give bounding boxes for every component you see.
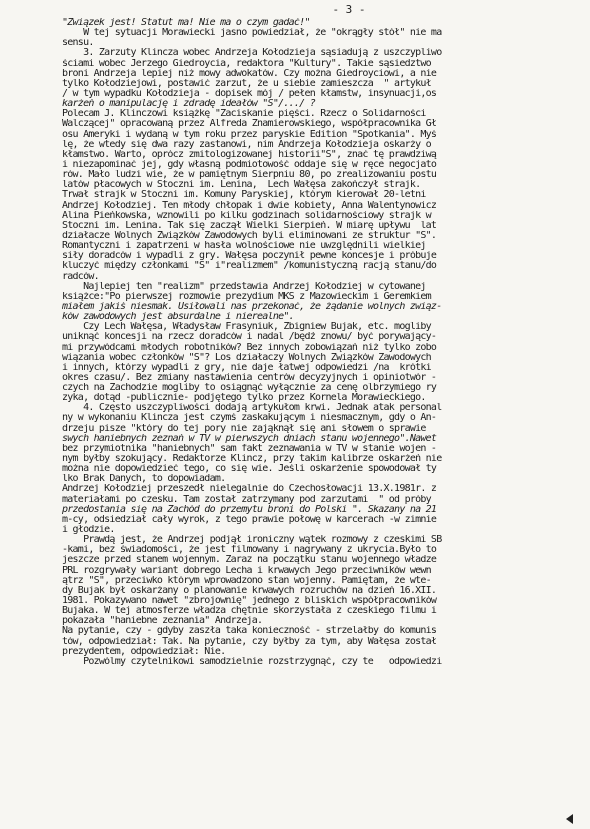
text-line: Andrzej Kołodziej przeszedł nielegalnie do Czechosłowacji 13.X.1981r. z xyxy=(62,484,437,495)
text-line: W tej sytuacji Morawiecki jasno powiedział, że "okrągły stół" nie ma xyxy=(62,28,442,39)
text-line: broni Andrzeja lepiej niż mowy adwokatów. Czy można Giedroyciowi, a nie xyxy=(62,68,437,79)
text-line: zyka, dotąd -publicznie- podjętego tylko przez Kornela Morawieckiego. xyxy=(62,393,426,404)
page-edge-arrow-icon xyxy=(566,814,573,824)
text-line: tów, odpowiedział: Tak. Na pytanie, czy byłby za tym, aby Wałęsa został xyxy=(62,636,437,647)
text-line: Prawdą jest, że Andrzej podjął ironiczny wątek rozmowy z czeskimi SB xyxy=(62,535,442,546)
text-line: siły doradców i wypadli z gry. Wałęsa poczynił pewne koncesje i próbuje xyxy=(62,251,437,262)
text-line: ków zawodowych jest absurdalne i nierealne". xyxy=(62,312,294,323)
text-line: książce:"Po pierwszej rozmowie prezydium MKS z Mazowieckim i Geremkiem xyxy=(62,291,431,302)
text-line: drzeju pisze "który do tej pory nie zająknął się ani słowem o sprawie xyxy=(62,423,426,434)
text-line: jeszcze przed stanem wojennym. Zaraz na początku stanu wojennego władze xyxy=(62,555,437,566)
text-line: 3. Zarzuty Klincza wobec Andrzeja Kołodzieja sąsiadują z uszczypliwo xyxy=(62,48,442,59)
document-body xyxy=(62,18,576,667)
text-line: i innych, którzy wypadli z gry, nie daje łatwej odpowiedzi /na krótki xyxy=(62,362,431,373)
text-line: bez przymiotnika "haniebnych" sam fakt zeznawania w TV w stanie wojen - xyxy=(62,443,437,454)
text-line: nym byłby szokujący. Redaktorze Klincz, przy takim kalibrze oskarżeń nie xyxy=(62,454,442,465)
text-line: przedostania się na Zachód do przemytu broni do Polski ". Skazany na 21 xyxy=(62,504,437,515)
text-line: dy Bujak był oskarżany o planowanie krwawych rozruchów na dzień 16.XII. xyxy=(62,585,437,596)
text-line: Pozwólmy czytelnikowi samodzielnie rozstrzygnąć, czy te odpowiedzi xyxy=(62,656,442,667)
text-line: Najlepiej ten "realizm" przedstawia Andrzej Kołodziej w cytowanej xyxy=(62,281,426,292)
text-line: latów płacowych w Stoczni im. Lenina, Lech Wałęsa zakończył strajk. xyxy=(62,180,421,191)
text-line: lę, że wtedy się dwa razy zastanowi, nim Andrzeja Kołodzieja oskarży o xyxy=(62,139,431,150)
text-line: Alina Pieńkowska, wznowili po kilku godzinach solidarnościowy strajk w xyxy=(62,210,431,221)
text-line: i głodzie. xyxy=(62,525,115,536)
text-line: ny w wykonaniu Klincza jest czymś zaskakującym i niesmacznym, gdy o An- xyxy=(62,413,437,424)
text-line: kłamstwo. Warto, oprócz zmitologizowanej historii"S", znać tę prawdziwą xyxy=(62,149,437,160)
text-line: kluczyć między członkami "S" i"realizmem" /komunistyczną racją stanu/do xyxy=(62,261,437,272)
text-line: Stoczni im. Lenina. Tak się zaczął Wielki Sierpień. W miarę upływu lat xyxy=(62,220,437,231)
text-line: -kami, bez świadomości, że jest filmowany i nagrywany z ukrycia.Było to xyxy=(62,545,437,556)
text-line: Czy Lech Wałęsa, Władysław Frasyniuk, Zbigniew Bujak, etc. mogliby xyxy=(62,322,431,333)
text-line: tylko Kołodziejowi, postawić zarzut, że u siebie zamieszcza " artykuł xyxy=(62,78,431,89)
page-number: - 3 - xyxy=(332,3,366,16)
text-line: prezydentem, odpowiedział: Nie. xyxy=(62,646,226,657)
document-page xyxy=(62,2,576,667)
text-line: działacze Wolnych Związków Zawodowych byli eliminowani ze struktur "S". xyxy=(62,230,437,241)
text-line: mi przywódcami młodych robotników? Bez innych zobowiązań niż tylko zobo xyxy=(62,342,437,353)
text-line: radców. xyxy=(62,271,99,282)
text-line: Polecam J. Klinczowi książkę "Zaciskanie pięści. Rzecz o Solidarności xyxy=(62,109,426,120)
text-line: 1981. Pokazywano nawet "zbrojownię" jednego z bliskich współpracowników xyxy=(62,596,437,607)
text-line: można nie dopowiedzieć tego, co się wie. Jeśli oskarżenie spowodował ty xyxy=(62,464,437,475)
text-line: lko Brak Danych, to dopowiadam. xyxy=(62,474,226,485)
text-line: okres czasu/. Bez zmiany nastawienia centrów decyzyjnych i opiniotwór - xyxy=(62,372,437,383)
text-line: / w tym wypadku Kołodzieja - dopisek mój / pełen kłamstw, insynuacji,os xyxy=(62,88,437,99)
text-line: swych haniebnych zeznań w TV w pierwszych dniach stanu wojennego".Nawet xyxy=(62,433,437,444)
text-line: Romantyczni i zapatrzeni w hasła wolnościowe nie uwzględnili wielkiej xyxy=(62,241,426,252)
text-line: ątrz "S", przeciwko którym wprowadzono stan wojenny. Pamiętam, że wte- xyxy=(62,575,431,586)
text-line: pokazała "haniebne zeznania" Andrzeja. xyxy=(62,616,263,627)
text-line: m-cy, odsiedział cały wyrok, z tego prawie połowę w karcerach -w zimnie xyxy=(62,514,437,525)
text-line: czych na Zachodzie mogliby to osiągnąć wyłącznie za cenę olbrzymiego ry xyxy=(62,383,437,394)
text-line: uniknąć koncesji na rzecz doradców i nadal /będź znowu/ być porywający- xyxy=(62,332,437,343)
text-line: 4. Często uszczypliwości dodają artykułom krwi. Jednak atak personal xyxy=(62,403,442,414)
text-line: "Związek jest! Statut ma! Nie ma o czym gadać!" xyxy=(62,18,310,28)
text-line: i niezapominać jej, gdy własną podmiotowość oddaje się w ręce negocjato xyxy=(62,159,437,170)
text-line: osu Ameryki i wydaną w tym roku przez paryskie Edition "Spotkania". Myś xyxy=(62,129,437,140)
text-line: sensu. xyxy=(62,38,94,49)
text-line: PRL rozgrywały wariant dobrego Lecha i krwawych Jego przeciwników wewn xyxy=(62,565,431,576)
text-line: materiałami po czesku. Tam został zatrzymany pod zarzutami " od próby xyxy=(62,494,431,505)
text-line: ściami wobec Jerzego Giedroycia, redaktora "Kultury". Takie sąsiedztwo xyxy=(62,58,431,69)
text-line: wiązania wobec członków "S"? Los działaczy Wolnych Związków Zawodowych xyxy=(62,352,431,363)
text-line: karżeń o manipulację i zdradę ideałów "S"/.../ ? xyxy=(62,99,315,110)
text-line: rów. Mało ludzi wie, że w pamiętnym Sierpniu 80, po zrealizowaniu postu xyxy=(62,170,437,181)
text-line: miałem jakiś niesmak. Usiłowali nas przekonać, że żądanie wolnych związ- xyxy=(62,301,442,312)
text-line: Andrzej Kołodziej. Ten młody chłopak i dwie kobiety, Anna Walentynowicz xyxy=(62,200,437,211)
text-line: Trwał strajk w Stoczni im. Komuny Paryskiej, którym kierował 20-letni xyxy=(62,190,426,201)
text-line: Na pytanie, czy - gdyby zaszła taka konieczność - strzelałby do komunis xyxy=(62,626,437,637)
text-line: Walczącej" opracowaną przez Alfreda Znamierowskiego, współpracownika Gł xyxy=(62,119,437,130)
text-line: Bujaka. W tej atmosferze władza chętnie skorzystała z czeskiego filmu i xyxy=(62,606,437,617)
